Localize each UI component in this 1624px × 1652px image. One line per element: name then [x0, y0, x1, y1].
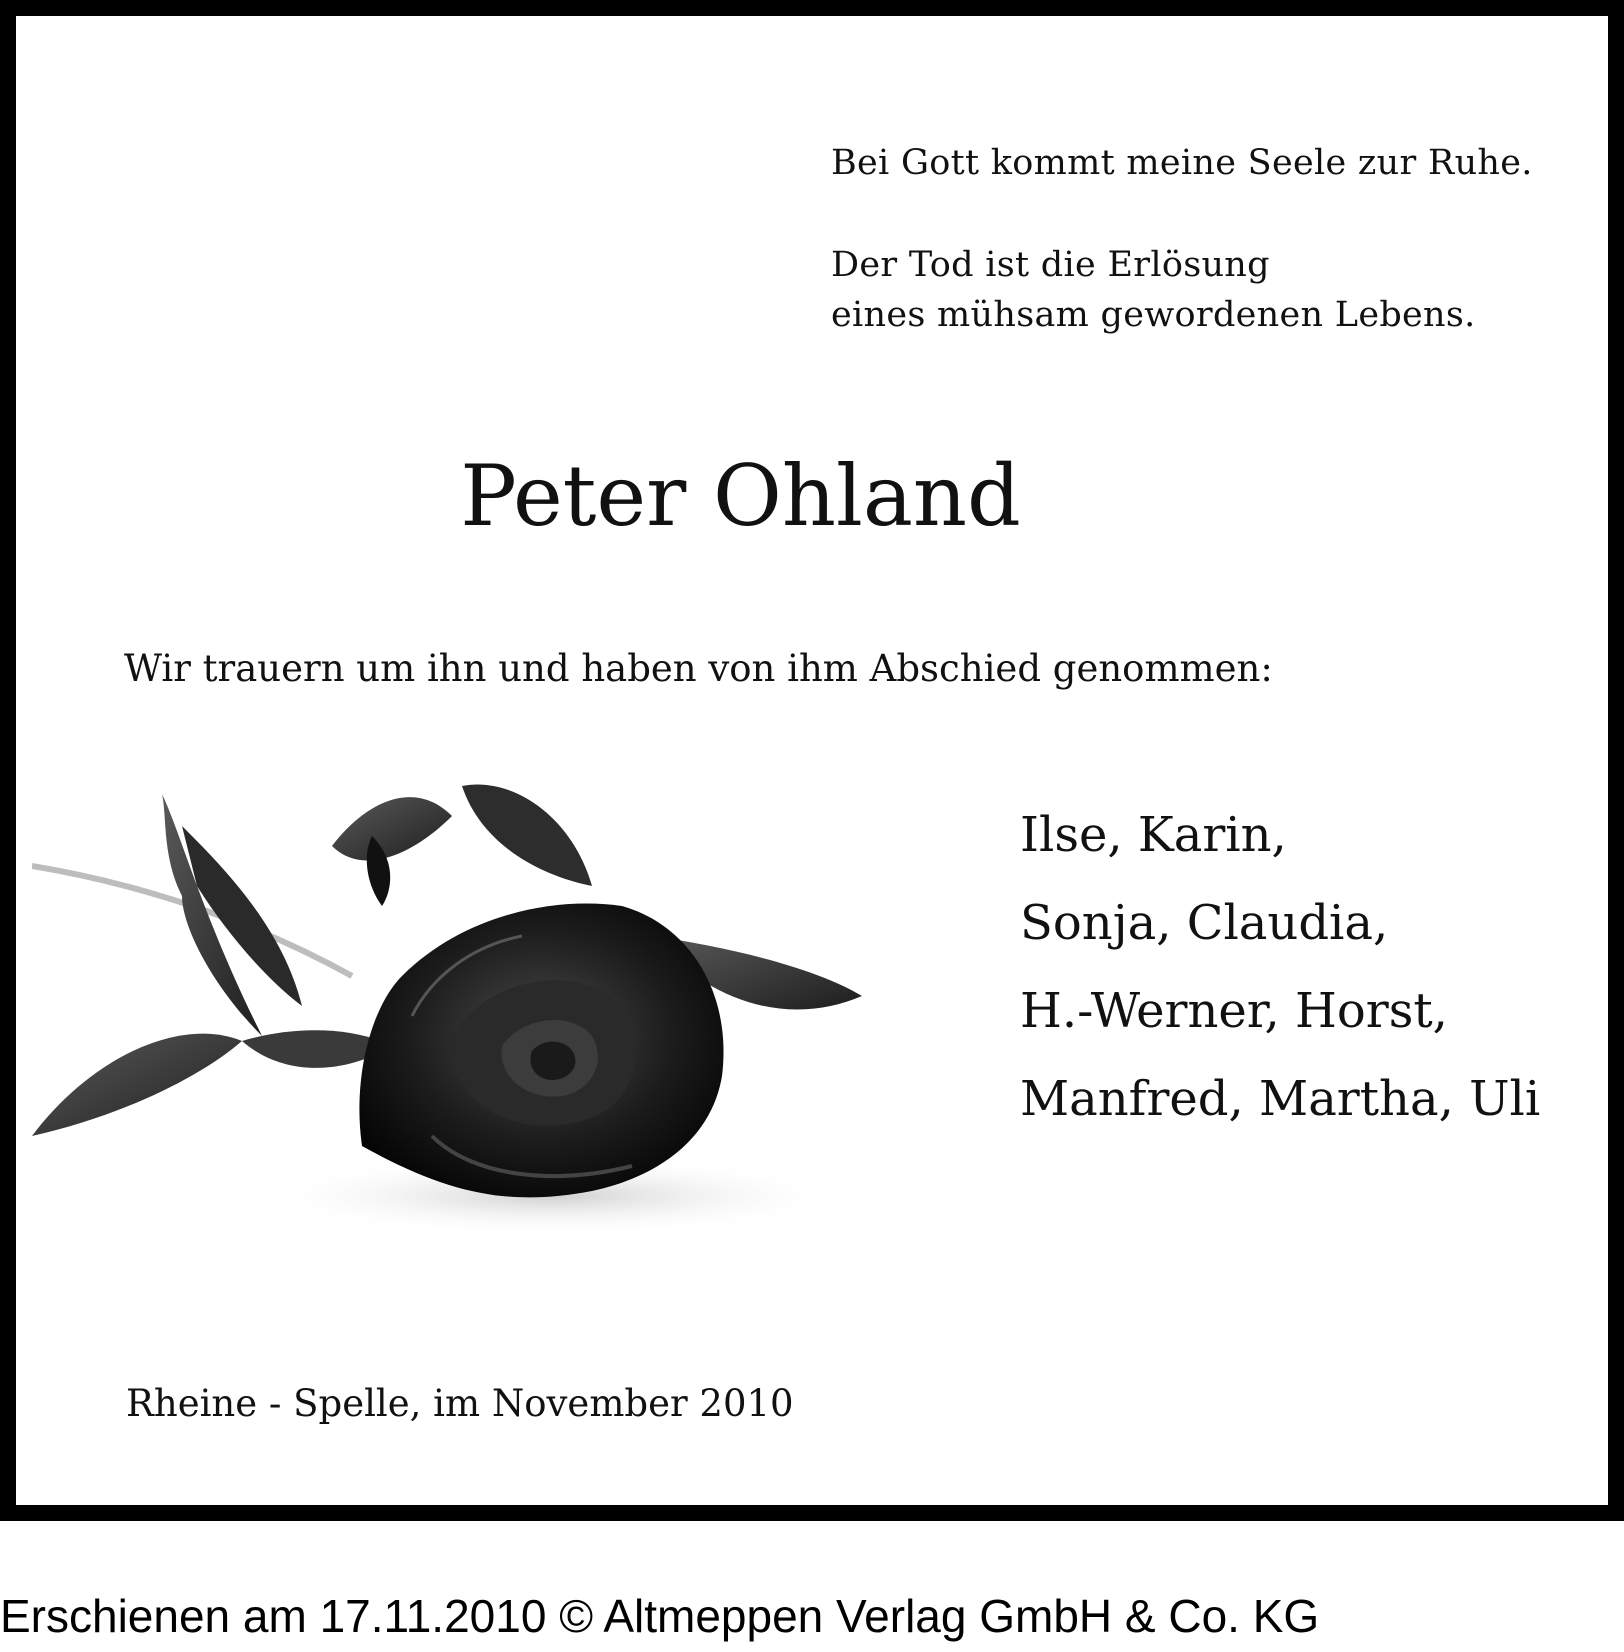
deceased-name: Peter Ohland: [460, 447, 1021, 545]
mourners-line-1: Ilse, Karin,: [1020, 807, 1287, 863]
verse-line-1: Bei Gott kommt meine Seele zur Ruhe.: [831, 143, 1533, 183]
publication-footer: Erschienen am 17.11.2010 © Altmeppen Verlag GmbH & Co. KG: [0, 1590, 1320, 1642]
mourners-list: [1020, 791, 1540, 1143]
mourners-line-3: H.-Werner, Horst,: [1020, 983, 1448, 1039]
mourners-line-2: Sonja, Claudia,: [1020, 895, 1389, 951]
verse-line-3: eines mühsam gewordenen Lebens.: [831, 295, 1476, 335]
mourners-line-4: Manfred, Martha, Uli: [1020, 1071, 1541, 1127]
verse-line-2: Der Tod ist die Erlösung: [831, 245, 1270, 285]
mourning-statement: Wir trauern um ihn und haben von ihm Abschied genommen:: [124, 647, 1273, 690]
verse-top: [831, 138, 1533, 188]
rose-icon: [32, 776, 912, 1256]
verse-bottom: [831, 240, 1476, 340]
deceased-name-block: [16, 446, 1624, 546]
place-date: Rheine - Spelle, im November 2010: [126, 1382, 794, 1425]
